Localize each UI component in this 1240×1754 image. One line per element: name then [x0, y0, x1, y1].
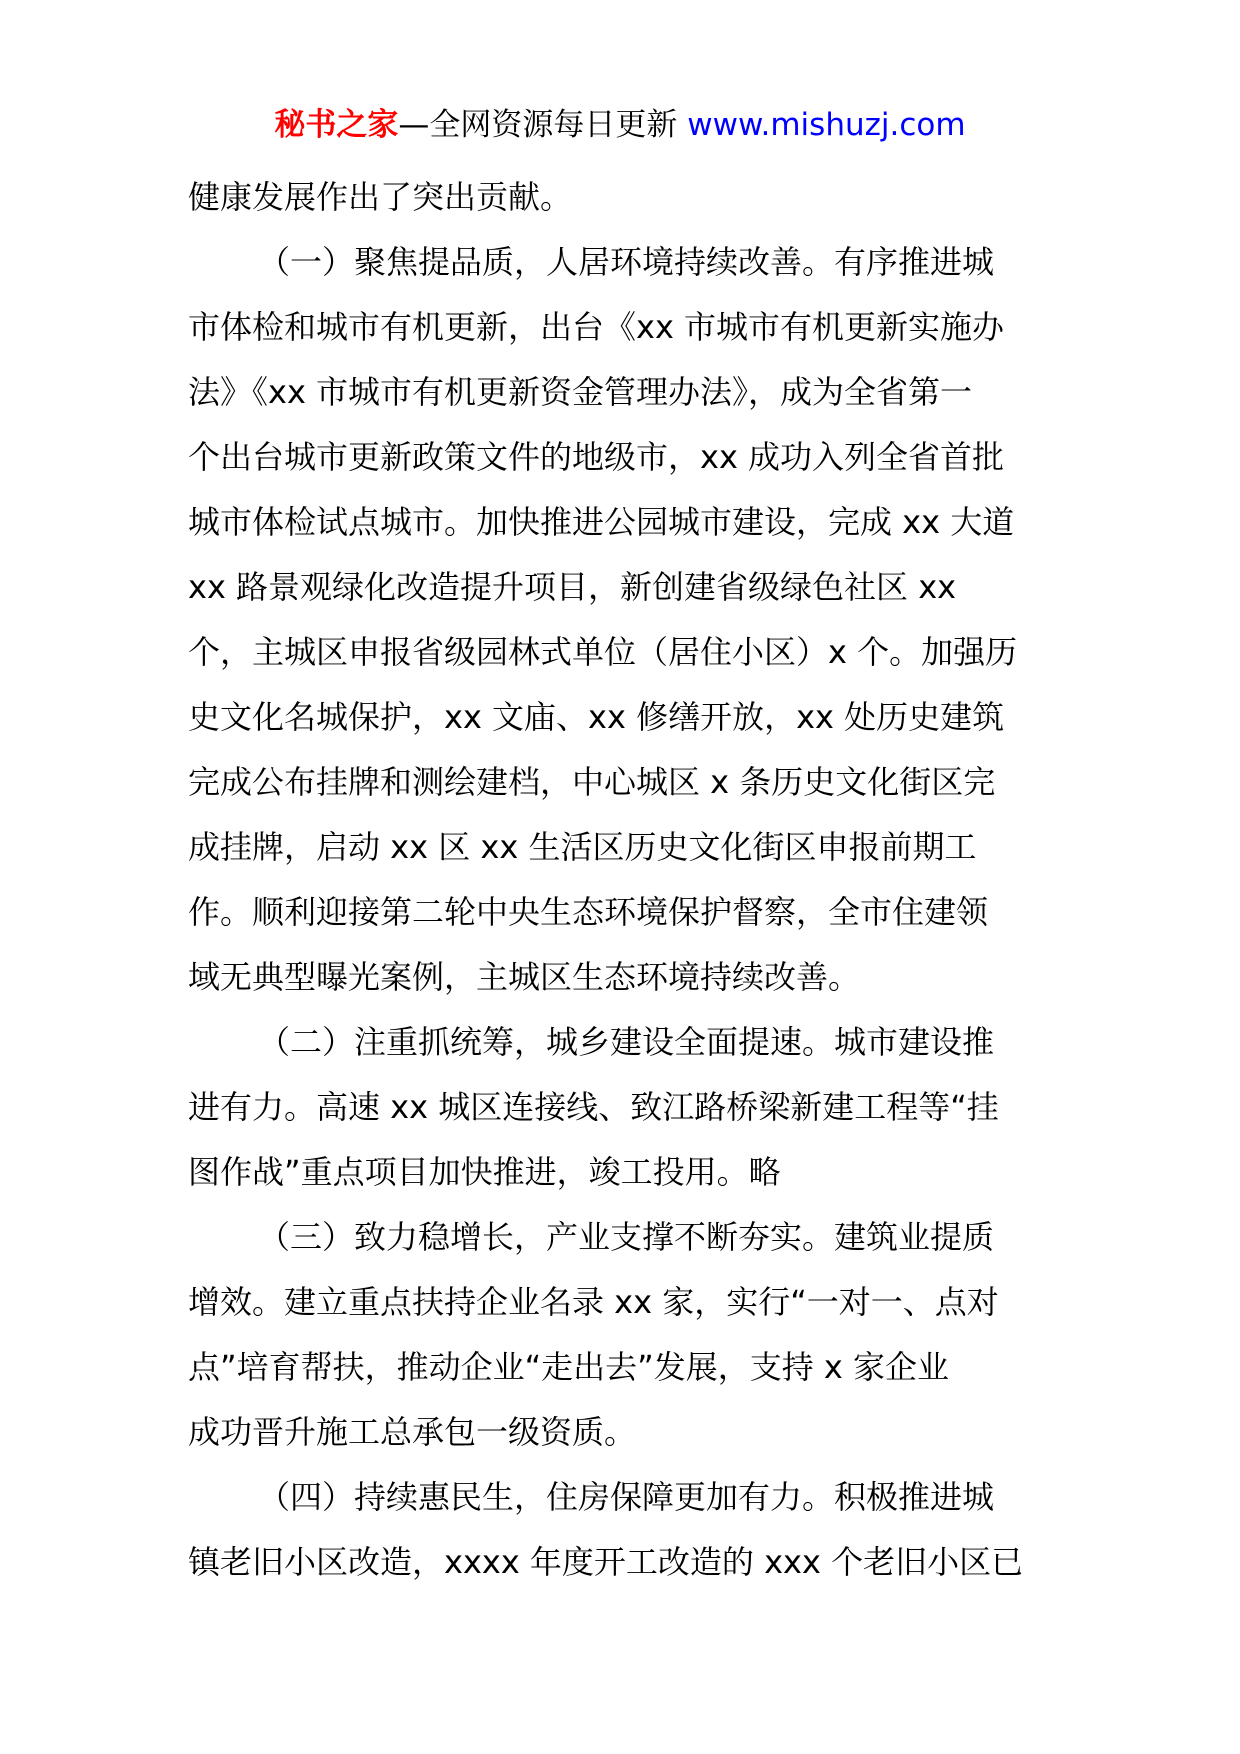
text-line: 增效。建立重点扶持企业名录 xx 家，实行“一对一、点对 [188, 1283, 999, 1321]
text-line: 健康发展作出了突出贡献。 [188, 178, 573, 216]
text-line: 成挂牌，启动 xx 区 xx 生活区历史文化街区申报前期工 [188, 828, 977, 866]
page-header [0, 100, 1240, 150]
text-line: 域无典型曝光案例，主城区生态环境持续改善。 [188, 958, 861, 996]
header-url[interactable]: www.mishuzj.com [687, 107, 966, 143]
text-line: 市体检和城市有机更新，出台《xx 市城市有机更新实施办 [188, 308, 1005, 346]
text-line: 成功晋升施工总承包一级资质。 [188, 1413, 637, 1451]
text-line: 镇老旧小区改造，xxxx 年度开工改造的 xxx 个老旧小区已 [188, 1543, 1024, 1581]
text-line: 点”培育帮扶，推动企业“走出去”发展，支持 x 家企业 [188, 1348, 950, 1386]
text-line: 完成公布挂牌和测绘建档，中心城区 x 条历史文化街区完 [188, 763, 996, 801]
text-line: 个出台城市更新政策文件的地级市，xx 成功入列全省首批 [188, 438, 1005, 476]
document-body [188, 165, 1058, 1595]
text-line: 法》《xx 市城市有机更新资金管理办法》，成为全省第一 [188, 373, 973, 411]
paragraph-start-line: （二）注重抓统筹，城乡建设全面提速。城市建设推 [258, 1023, 995, 1061]
paragraph-start-line: （四）持续惠民生，住房保障更加有力。积极推进城 [258, 1478, 995, 1516]
text-line: 作。顺利迎接第二轮中央生态环境保护督察，全市住建领 [188, 893, 989, 931]
text-line: 史文化名城保护，xx 文庙、xx 修缮开放，xx 处历史建筑 [188, 698, 1005, 736]
paragraph-start-line: （一）聚焦提品质，人居环境持续改善。有序推进城 [258, 243, 995, 281]
text-line: 进有力。高速 xx 城区连接线、致江路桥梁新建工程等“挂 [188, 1088, 999, 1126]
header-slogan: —全网资源每日更新 [398, 107, 688, 143]
text-line: 图作战”重点项目加快推进，竣工投用。略 [188, 1153, 781, 1191]
paragraph-start-line: （三）致力稳增长，产业支撑不断夯实。建筑业提质 [258, 1218, 995, 1256]
brand-name: 秘书之家 [274, 107, 399, 143]
text-line: xx 路景观绿化改造提升项目，新创建省级绿色社区 xx [188, 568, 957, 606]
text-line: 城市体检试点城市。加快推进公园城市建设，完成 xx 大道 [188, 503, 1015, 541]
text-line: 个，主城区申报省级园林式单位（居住小区）x 个。加强历 [188, 633, 1018, 671]
